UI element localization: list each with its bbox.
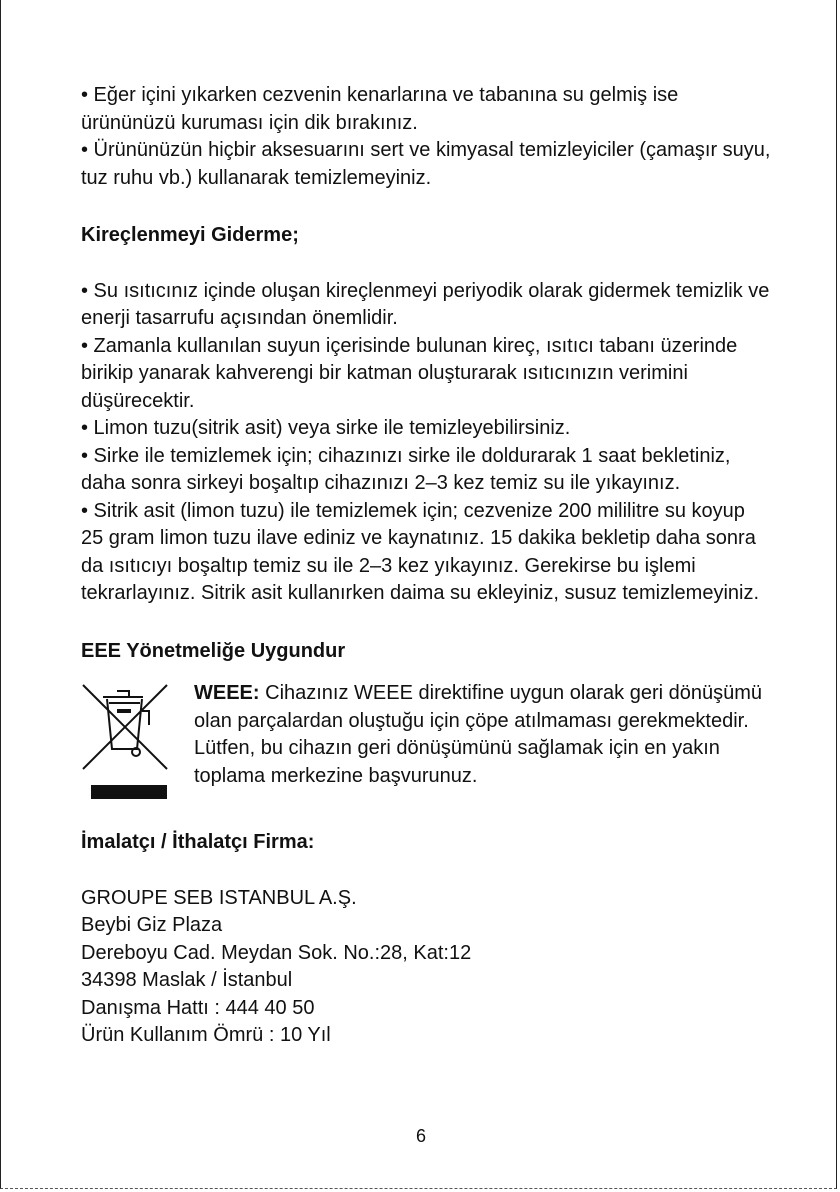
descaling-bullet: • Limon tuzu(sitrik asit) veya sirke ile temizleyebilirsiniz.: [81, 417, 571, 439]
weee-section: [81, 679, 771, 809]
address-line: Dereboyu Cad. Meydan Sok. No.:28, Kat:12: [81, 941, 472, 964]
descaling-bullet: • Zamanla kullanılan suyun içerisinde bulunan kireç, ısıtıcı tabanı üzerinde birikip yanarak kahverengi bir katman oluşturarak ısıtıcınızın verimini düşürecektir.: [81, 334, 738, 412]
address-line: GROUPE SEB ISTANBUL A.Ş.: [81, 886, 357, 909]
weee-description: Cihazınız WEEE direktifine uygun olarak geri dönüşümü olan parçalardan oluştuğu için çöpe atılmaması gerekmektedir. Lütfen, bu cihazın geri dönüşümünü sağlamak için en yakın toplama merkezine başvurunuz.: [194, 682, 763, 787]
eee-heading: EEE Yönetmeliğe Uygundur: [81, 639, 346, 662]
address-line: Beybi Giz Plaza: [81, 914, 223, 936]
descaling-bullet: • Sirke ile temizlemek için; cihazınızı sirke ile doldurarak 1 saat bekletiniz, daha sonra sirkeyi boşaltıp cihazınızı 2–3 kez temiz su ile yıkayınız.: [81, 444, 731, 494]
weee-label: WEEE:: [194, 682, 260, 704]
crossed-out-wheelie-bin-icon: [81, 679, 169, 801]
descaling-bullet: • Sitrik asit (limon tuzu) ile temizlemek için; cezvenize 200 mililitre su koyup 25 gram limon tuzu ilave ediniz ve kaynatınız. 15 dakika bekletip daha sonra da ısıtıcıyı boşaltıp temiz su ile 2–3 kez yıkayınız. Gerekirse bu işlemi tekrarlayınız. Sitrik asit kullanırken daima su ekleyiniz, susuz temizlemeyiniz.: [81, 499, 760, 604]
address-line: Ürün Kullanım Ömrü : 10 Yıl: [81, 1024, 331, 1046]
descaling-bullet: • Su ısıtıcınız içinde oluşan kireçlenmeyi periyodik olarak gidermek temizlik ve enerji tasarrufu açısından önemlidir.: [81, 279, 770, 329]
descaling-heading: Kireçlenmeyi Giderme;: [81, 224, 299, 246]
address-line: 34398 Maslak / İstanbul: [81, 969, 293, 991]
cleaning-bullet: • Eğer içini yıkarken cezvenin kenarlarına ve tabanına su gelmiş ise ürününüzü kuruması için dik bırakınız.: [81, 84, 679, 134]
manufacturer-heading: İmalatçı / İthalatçı Firma:: [81, 831, 315, 853]
page-number: 6: [415, 1126, 426, 1146]
weee-text: [194, 680, 774, 790]
cleaning-bullet: • Ürününüzün hiçbir aksesuarını sert ve kimyasal temizleyiciler (çamaşır suyu, tuz ruhu vb.) kullanarak temizlemeyiniz.: [81, 139, 771, 189]
page-content: [81, 82, 771, 1050]
address-line: Danışma Hattı : 444 40 50: [81, 996, 315, 1019]
manufacturer-address: [81, 885, 771, 1050]
